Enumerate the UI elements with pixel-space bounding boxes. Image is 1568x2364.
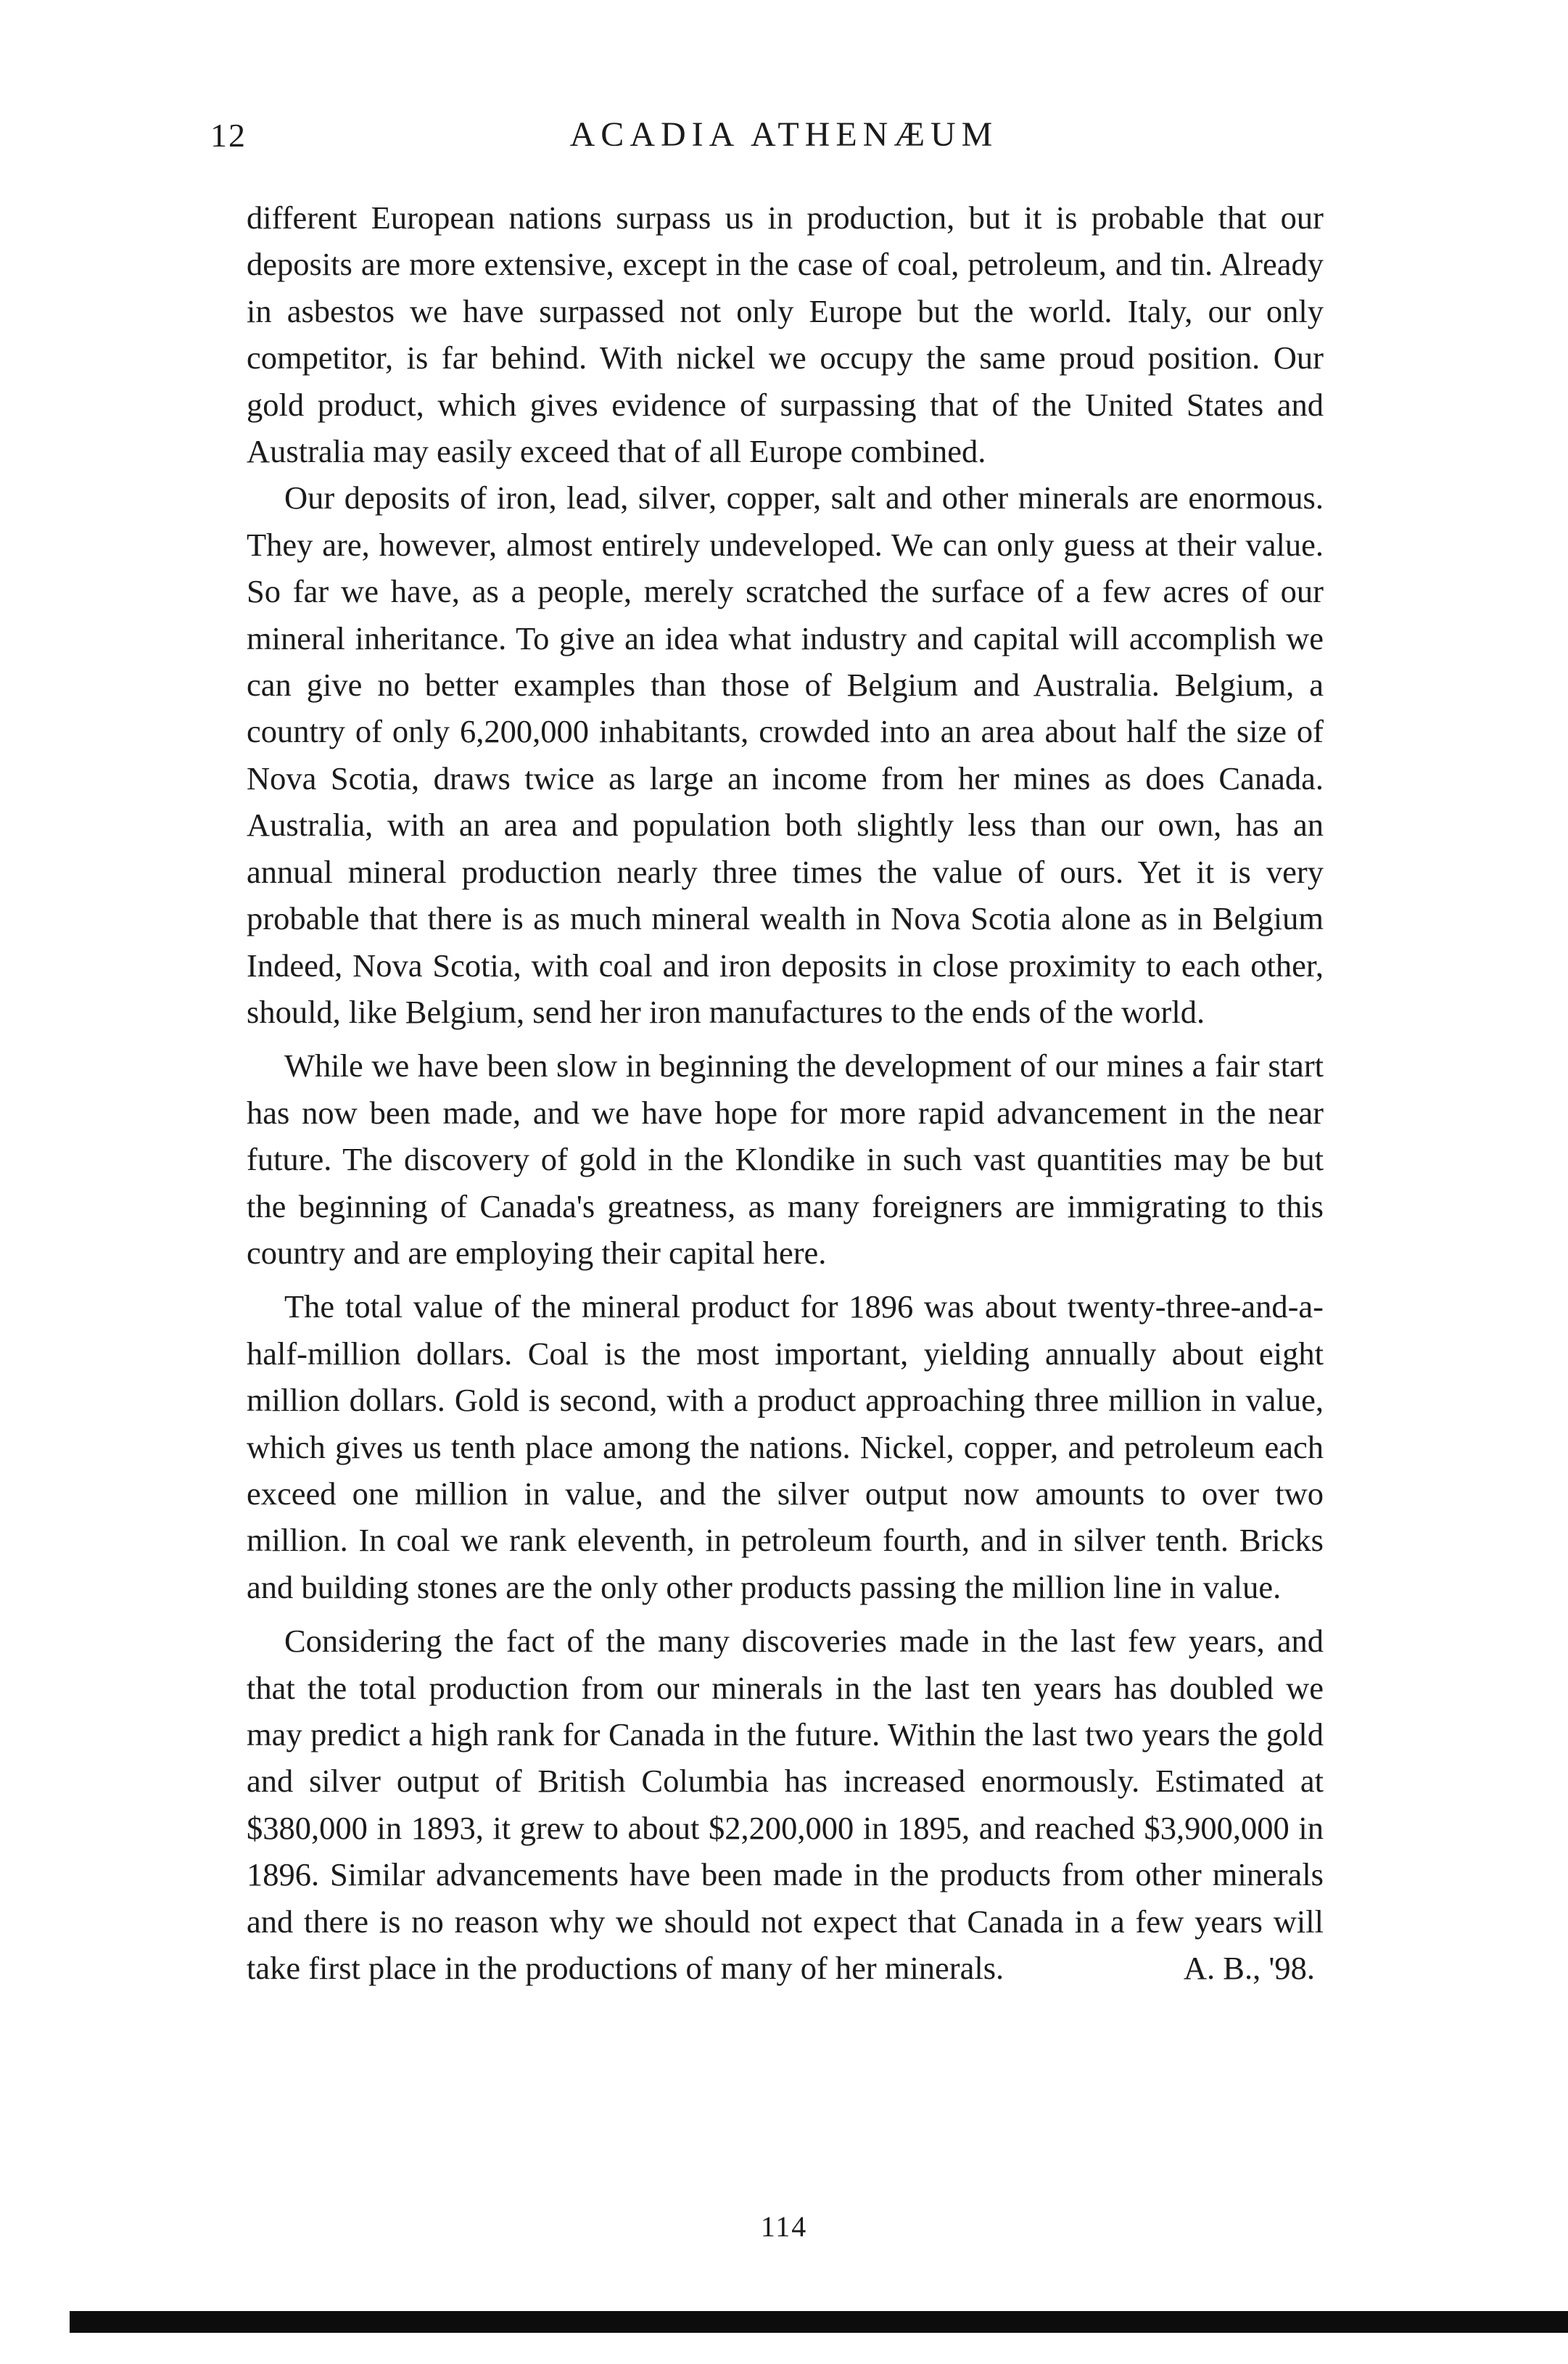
article-body [247, 194, 1324, 1991]
paragraph-3: While we have been slow in beginning the development of our mines a fair start has now been made, and we have hope for more rapid advancement in the near future. The discovery of gold in the Klondike in such vast quantities may be but the beginning of Canada's greatness, as many foreigners are immigrating to this country and are employing their capital here. [247, 1047, 1324, 1271]
page-number: 12 [210, 117, 247, 154]
author-signature: A. B., '98. [1183, 1950, 1315, 1987]
paragraph-5 [247, 1618, 1324, 1991]
paragraph-2: Our deposits of iron, lead, silver, copper, salt and other minerals are enormous. They are, however, almost entirely undeveloped. We can only guess at their value. So far we have, as a people, merely scratched the surface of a few acres of our mineral inheritance. To give an idea what industry and capital will accomplish we can give no better examples than those of Belgium and Australia. Belgium, a country of only 6,200,000 inhabitants, crowded into an area about half the size of Nova Scotia, draws twice as large an income from her mines as does Canada. Australia, with an area and population both slightly less than our own, has an annual mineral production nearly three times the value of ours. Yet it is very probable that there is as much mineral wealth in Nova Scotia alone as in Belgium Indeed, Nova Scotia, with coal and iron deposits in close proximity to each other, should, like Belgium, send her iron manufactures to the ends of the world. [247, 479, 1324, 1030]
paragraph-5-text: Considering the fact of the many discoveries made in the last few years, and that the total production from our minerals in the last ten years has doubled we may predict a high rank for Canada in the future. Within the last two years the gold and silver output of British Columbia has increased enormously. Estimated at $380,000 in 1893, it grew to about $2,200,000 in 1895, and reached $3,900,000 in 1896. Similar advancements have been made in the products from other minerals and there is no reason why we should not expect that Canada in a few years will take first place in the productions of many of her minerals. [247, 1623, 1324, 1987]
paragraph-1: different European nations surpass us in production, but it is probable that our deposits are more extensive, except in the case of coal, petroleum, and tin. Already in asbestos we have surpassed not only Europe but the world. Italy, our only competitor, is far behind. With nickel we occupy the same proud position. Our gold product, which gives evidence of surpassing that of the United States and Australia may easily exceed that of all Europe combined. [247, 199, 1324, 470]
bottom-rule [70, 2311, 1568, 2333]
page-header [0, 109, 1568, 167]
paragraph-4: The total value of the mineral product for 1896 was about twenty-three-and-a-half-million dollars. Coal is the most important, yielding annually about eight million dollars. Gold is second, with a product approaching three million in value, which gives us tenth place among the nations. Nickel, copper, and petroleum each exceed one million in value, and the silver output now amounts to over two million. In coal we rank eleventh, in petroleum fourth, and in silver tenth. Bricks and building stones are the only other products passing the million line in value. [247, 1288, 1324, 1605]
running-head: ACADIA ATHENÆUM [569, 115, 999, 154]
folio-number: 114 [760, 2210, 808, 2243]
